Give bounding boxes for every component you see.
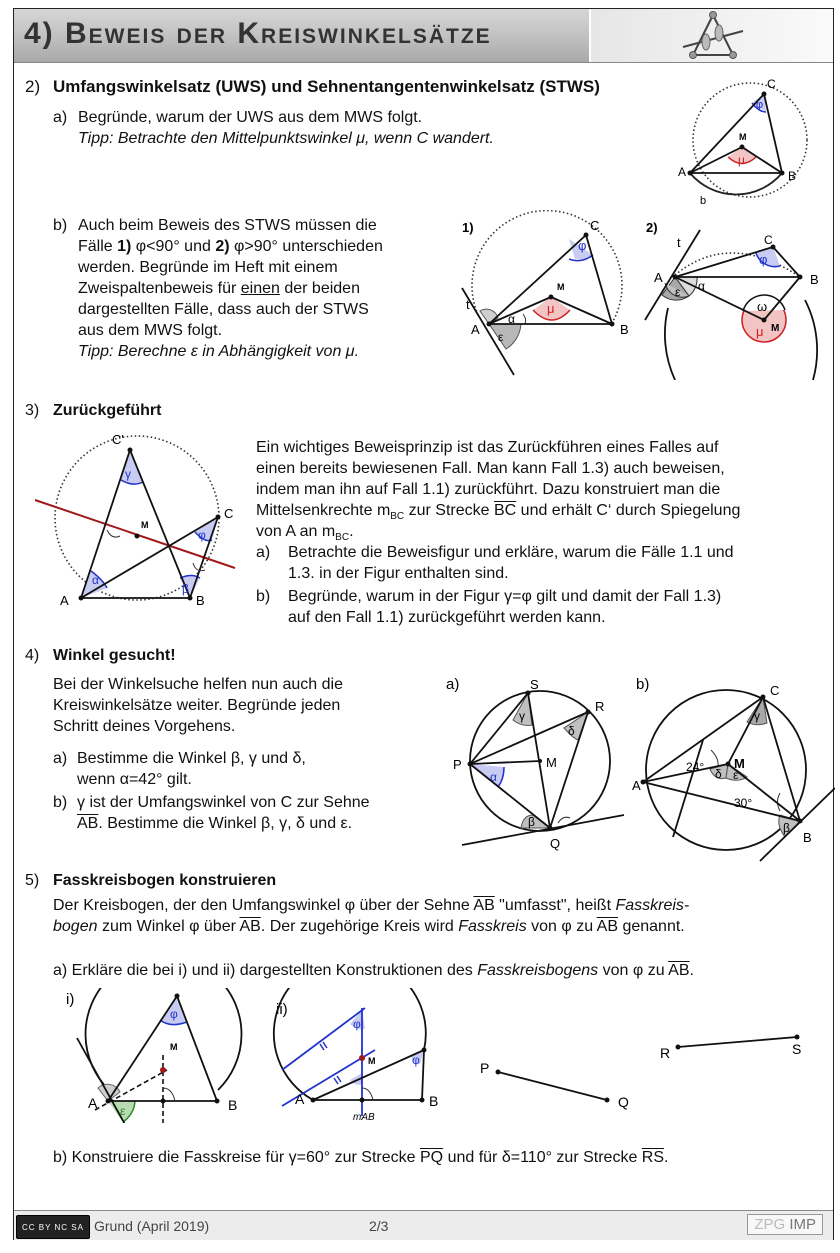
figii-label-a: A — [295, 1091, 305, 1107]
figb-label-b: B — [803, 830, 812, 845]
figb-label-delta: δ — [715, 767, 722, 781]
triangle-logo-icon — [673, 9, 753, 62]
uws-label-b: B — [788, 169, 797, 183]
sec3-label-gamma: γ — [125, 467, 131, 481]
sec4-b1: γ ist der Umfangswinkel von C zur Sehne — [77, 794, 370, 811]
sec5-a: a) Erkläre die bei i) und ii) dargestellten Konstruktionen des Fasskreisbogens von φ zu $\overline{AB}$. — [53, 962, 694, 979]
fig1-label-m: M — [557, 282, 565, 292]
sec2-a-label: a) — [53, 109, 68, 126]
sec2-b-line2: Fälle 1) φ<90° und 2) φ>90° unterschieden — [78, 238, 383, 255]
sec4-b2: $\overline{AB}$. Bestimme die Winkel β, γ, δ und ε. — [77, 815, 353, 832]
sec3-p5: von A an $m_{BC}$. — [256, 523, 354, 544]
fig1-label: 1) — [462, 220, 474, 235]
figii-label-mab: mAB — [353, 1112, 375, 1123]
uws-label-a: A — [678, 165, 687, 179]
fig1-label-phi: φ — [578, 238, 587, 253]
sec4-b-label: b) — [53, 794, 68, 811]
figii-label-phi-top: φ — [353, 1017, 361, 1031]
header-logo-area — [589, 9, 833, 62]
sec4-p1: Bei der Winkelsuche helfen nun auch die — [53, 676, 343, 693]
sec4-title: Winkel gesucht! — [53, 647, 176, 664]
sec3-title: Zurückgeführt — [53, 402, 162, 419]
sec3-b1: Begründe, warum in der Figur γ=φ gilt und damit der Fall 1.3) — [288, 588, 722, 605]
sec4-p2: Kreiswinkelsätze weiter. Begründe jeden — [53, 697, 341, 714]
figb-label-30: 30° — [734, 796, 753, 810]
fig2-label-c: C — [764, 233, 773, 247]
sec2-a-text: Begründe, warum der UWS aus dem MWS folgt. — [78, 109, 423, 126]
sec3-a-label: a) — [256, 544, 271, 561]
page-footer — [14, 1210, 833, 1240]
figb-label-eps: ε — [733, 768, 739, 782]
sec4-a-label: a) — [53, 750, 68, 767]
sec3-label-c: C — [224, 506, 234, 521]
fig1-label-t: t — [466, 297, 470, 312]
segment-rs — [655, 1025, 825, 1065]
figb-label-beta: β — [783, 821, 790, 835]
figa-label-gamma: γ — [519, 709, 525, 723]
footer-page: 2/3 — [369, 1218, 389, 1234]
stws-figure-2 — [640, 210, 835, 380]
fig1-label-alpha: α — [508, 312, 515, 326]
fig1-label-c: C — [590, 218, 600, 233]
sec3-figure — [0, 430, 250, 610]
sec2-title: Umfangswinkelsatz (UWS) und Sehnentangentenwinkelsatz (STWS) — [53, 77, 600, 96]
uws-label-mu: μ — [738, 153, 745, 167]
fig2-label-m: M — [771, 323, 780, 334]
figa-label-q: Q — [550, 836, 561, 851]
figb-label-m: M — [734, 756, 745, 771]
figb-label-a: A — [632, 778, 641, 793]
sec3-label-m: M — [141, 520, 149, 530]
sec4-figure-a — [440, 665, 630, 865]
figa-label-beta: β — [528, 815, 535, 829]
sec3-p4: Mittelsenkrechte $m_{BC}$ zur Strecke $\overline{BC}$ und erhält C‘ durch Spiegelung — [256, 502, 741, 523]
uws-label-m: M — [739, 132, 747, 142]
fig1-label-eps: ε — [498, 330, 504, 344]
fig2-label-phi: φ — [759, 252, 768, 267]
sec2-b-line4: Zweispaltenbeweis für einen der beiden — [78, 280, 360, 297]
figi-label-eps: ε — [120, 1104, 126, 1118]
sec3-a1: Betrachte die Beweisfigur und erkläre, warum die Fälle 1.1 und — [288, 544, 734, 561]
sec5-number: 5) — [25, 872, 40, 889]
rs-label-r: R — [660, 1045, 671, 1061]
fig2-label-alpha: α — [698, 279, 705, 293]
zpg-imp-logo: ZPG IMP — [747, 1214, 823, 1235]
sec3-p3: indem man ihn auf Fall 1.1) zurückführt. Dazu konstruiert man die — [256, 481, 721, 498]
figi-label-phi: φ — [170, 1007, 178, 1021]
footer-author: Grund (April 2019) — [94, 1218, 210, 1234]
sec4-a2: wenn α=42° gilt. — [77, 771, 192, 788]
figa-label: a) — [446, 676, 460, 693]
sec3-label-b: B — [196, 593, 205, 608]
figi-label-b: B — [228, 1097, 238, 1113]
sec2-b-line1: Auch beim Beweis des STWS müssen die — [78, 217, 377, 234]
sec2-b-line3: werden. Begründe im Heft mit einem — [78, 259, 338, 276]
figi-label-a: A — [88, 1095, 98, 1111]
cc-license-icon: CC BY NC SA — [16, 1215, 90, 1239]
figa-label-delta: δ — [568, 724, 575, 738]
sec4-figure-b — [630, 665, 835, 865]
page-header — [14, 9, 833, 63]
fig2-label-b: B — [810, 272, 819, 287]
sec3-label-alpha: α — [92, 573, 99, 587]
sec3-b2: auf den Fall 1.1) zurückgeführt werden kann. — [288, 609, 606, 626]
sec3-label-phi: φ — [198, 528, 206, 542]
figii-label-b: B — [429, 1093, 439, 1109]
sec4-number: 4) — [25, 647, 40, 664]
figii-label-m: M — [368, 1056, 376, 1066]
figa-label-alpha: α — [490, 770, 497, 784]
sec2-b-line6: aus dem MWS folgt. — [78, 322, 223, 339]
figa-label-s: S — [530, 677, 539, 692]
sec5-title: Fasskreisbogen konstruieren — [53, 872, 277, 889]
page-title: 4) Beweis der Kreiswinkelsätze — [24, 17, 492, 50]
sec3-label-beta: β — [182, 582, 189, 596]
sec4-p3: Schritt deines Vorgehens. — [53, 718, 236, 735]
figii-label-phi-right: φ — [412, 1053, 420, 1067]
fig1-label-b: B — [620, 322, 629, 337]
sec5-p1: Der Kreisbogen, der den Umfangswinkel φ über der Sehne $\overline{AB}$ "umfasst", heißt Fasskreis- — [53, 897, 690, 914]
figb-label: b) — [636, 676, 650, 693]
sec5-b: b) Konstruiere die Fasskreise für γ=60° zur Strecke $\overline{PQ}$ und für δ=110° zur Strecke $\overline{RS}$. — [53, 1149, 669, 1166]
figa-label-p: P — [453, 757, 462, 772]
sec3-label-a: A — [60, 593, 69, 608]
figa-label-r: R — [595, 699, 605, 714]
figb-label-c: C — [770, 683, 780, 698]
uws-figure — [660, 70, 835, 210]
sec5-p2: bogen zum Winkel φ über $\overline{AB}$. Der zugehörige Kreis wird Fasskreis von φ zu $\overline{AB}$ genannt. — [53, 918, 685, 935]
pq-label-q: Q — [618, 1094, 629, 1110]
figb-label-gamma: γ — [754, 709, 760, 723]
figb-label-24: 24° — [686, 760, 705, 774]
sec4-a1: Bestimme die Winkel β, γ und δ, — [77, 750, 306, 767]
fig2-label-mu: μ — [756, 324, 764, 339]
sec2-b-label: b) — [53, 217, 68, 234]
fig2-label-eps: ε — [675, 285, 681, 299]
fig2-label-t: t — [677, 235, 681, 250]
fig1-label-a: A — [471, 322, 480, 337]
uws-label-c: C — [767, 77, 776, 91]
sec3-a2: 1.3. in der Figur enthalten sind. — [288, 565, 509, 582]
stws-figure-1 — [440, 210, 640, 380]
sec3-p2: einen bereits bewiesenen Fall. Man kann Fall 1.3) auch beweisen, — [256, 460, 725, 477]
sec3-p1: Ein wichtiges Beweisprinzip ist das Zurückführen eines Falles auf — [256, 439, 719, 456]
figii-label: ii) — [276, 1001, 288, 1018]
segment-pq — [470, 1055, 640, 1115]
sec5-figure-i — [60, 988, 260, 1123]
uws-label-b-arc: b — [700, 195, 707, 207]
fig1-label-mu: μ — [547, 301, 555, 316]
figi-label-m: M — [170, 1042, 178, 1052]
pq-label-p: P — [480, 1060, 490, 1076]
fig2-label-omega: ω — [757, 299, 768, 314]
fig2-label: 2) — [646, 220, 658, 235]
sec2-b-tip: Tipp: Berechne ε in Abhängigkeit von μ. — [78, 343, 360, 360]
figi-label: i) — [66, 991, 75, 1008]
sec2-a-tip: Tipp: Betrachte den Mittelpunktswinkel μ, wenn C wandert. — [78, 130, 494, 147]
sec2-number: 2) — [25, 77, 41, 96]
rs-label-s: S — [792, 1041, 802, 1057]
sec3-number: 3) — [25, 402, 40, 419]
fig2-label-a: A — [654, 270, 663, 285]
sec3-b-label: b) — [256, 588, 271, 605]
sec2-b-line5: dargestellten Fälle, dass auch der STWS — [78, 301, 369, 318]
figa-label-m: M — [546, 755, 557, 770]
sec3-label-cp: C' — [112, 432, 124, 447]
uws-label-phi: φ — [756, 99, 764, 111]
sec5-figure-ii — [270, 988, 440, 1123]
